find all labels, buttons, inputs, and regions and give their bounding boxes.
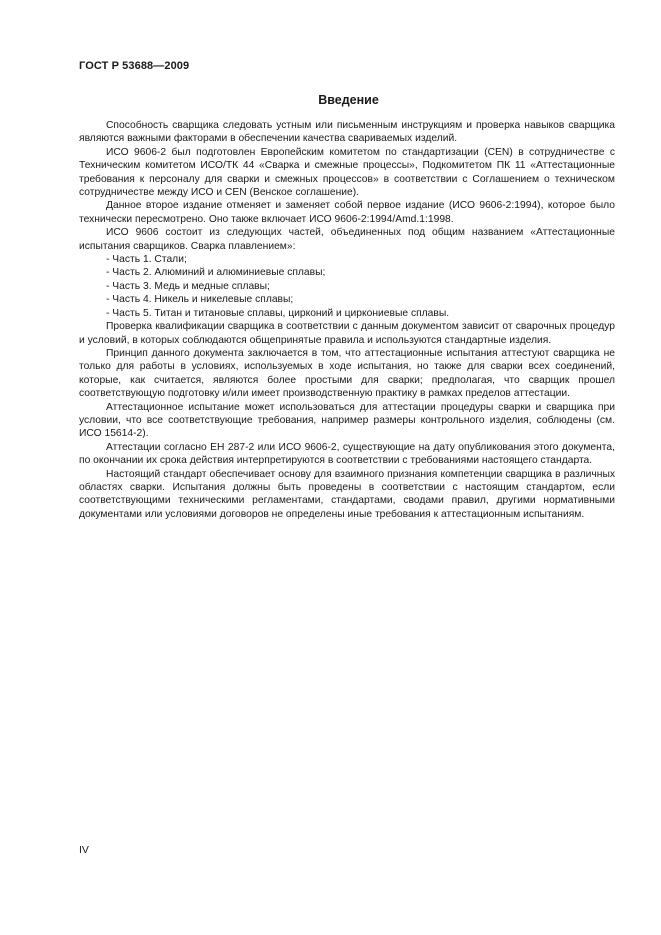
list-item: - Часть 1. Стали; — [106, 254, 187, 266]
paragraph: Настоящий стандарт обеспечивает основу для взаимного признания компетенции сварщика в различных областях сварки. Испытания должны быть проведены в соответствии с настоящим стандартом, если соответствующими техническими регламентами, стандартами, сводами правил, другими нормативными документами или условиями договоров не определены иные требования к аттестационным испытаниям. — [79, 468, 615, 520]
paragraph: Способность сварщика следовать устным или письменным инструкциям и проверка навыков сварщика являются важными факторами в обеспечении качества свариваемых изделий. — [79, 120, 615, 145]
paragraph: ИСО 9606-2 был подготовлен Европейским комитетом по стандартизации (CEN) в сотрудничестве с Техническим комитетом ИСО/ТК 44 «Сварка и смежные процессы», Подкомитетом ПК 11 «Аттестационные требования к персоналу для сварки и смежных процессов» в соответствии с Соглашением о техническом сотрудничестве между ИСО и CEN (Венское соглашение). — [79, 146, 615, 199]
paragraph: Проверка квалификации сварщика в соответствии с данным документом зависит от сварочных процедур и условий, в которых соблюдаются общепринятые правила и используются стандартные изделия. — [79, 321, 615, 346]
list-item: - Часть 4. Никель и никелевые сплавы; — [106, 294, 294, 306]
list-item: - Часть 3. Медь и медные сплавы; — [106, 280, 270, 292]
paragraph: Принцип данного документа заключается в том, что аттестационные испытания аттестуют сварщика не только для работы в условиях, используемых в ходе испытания, но также для сварки всех соединений, которые, как считается, являются более простыми для сварки; предполагая, что сварщик прошел соответствующую подготовку и/или имеет производственную практику в рамках пределов аттестации. — [79, 347, 615, 400]
paragraph: Аттестации согласно ЕН 287-2 или ИСО 9606-2, существующие на дату опубликования этого документа, по окончании их срока действия интерпретируются в соответствии с требованиями настоящего стандарта. — [79, 441, 615, 467]
document-code-header: ГОСТ Р 53688—2009 — [79, 60, 190, 72]
paragraph: ИСО 9606 состоит из следующих частей, объединенных под общим названием «Аттестационные испытания сварщиков. Сварка плавлением»: — [79, 227, 615, 252]
parts-list — [79, 253, 615, 320]
paragraph: Аттестационное испытание может использоваться для аттестации процедуры сварки и сварщика при условии, что все соответствующие требования, например размеры контрольного изделия, соблюдены (см. ИСО 15614-2). — [79, 401, 615, 440]
section-title: Введение — [318, 93, 379, 107]
page-number: IV — [79, 844, 89, 856]
list-item: - Часть 5. Титан и титановые сплавы, цирконий и циркониевые сплавы. — [106, 307, 450, 319]
list-item: - Часть 2. Алюминий и алюминиевые сплавы; — [106, 267, 326, 279]
introduction-body — [79, 119, 615, 521]
paragraph: Данное второе издание отменяет и заменяет собой первое издание (ИСО 9606-2:1994), которое было технически пересмотрено. Оно также включает ИСО 9606-2:1994/Amd.1:1998. — [79, 200, 615, 225]
